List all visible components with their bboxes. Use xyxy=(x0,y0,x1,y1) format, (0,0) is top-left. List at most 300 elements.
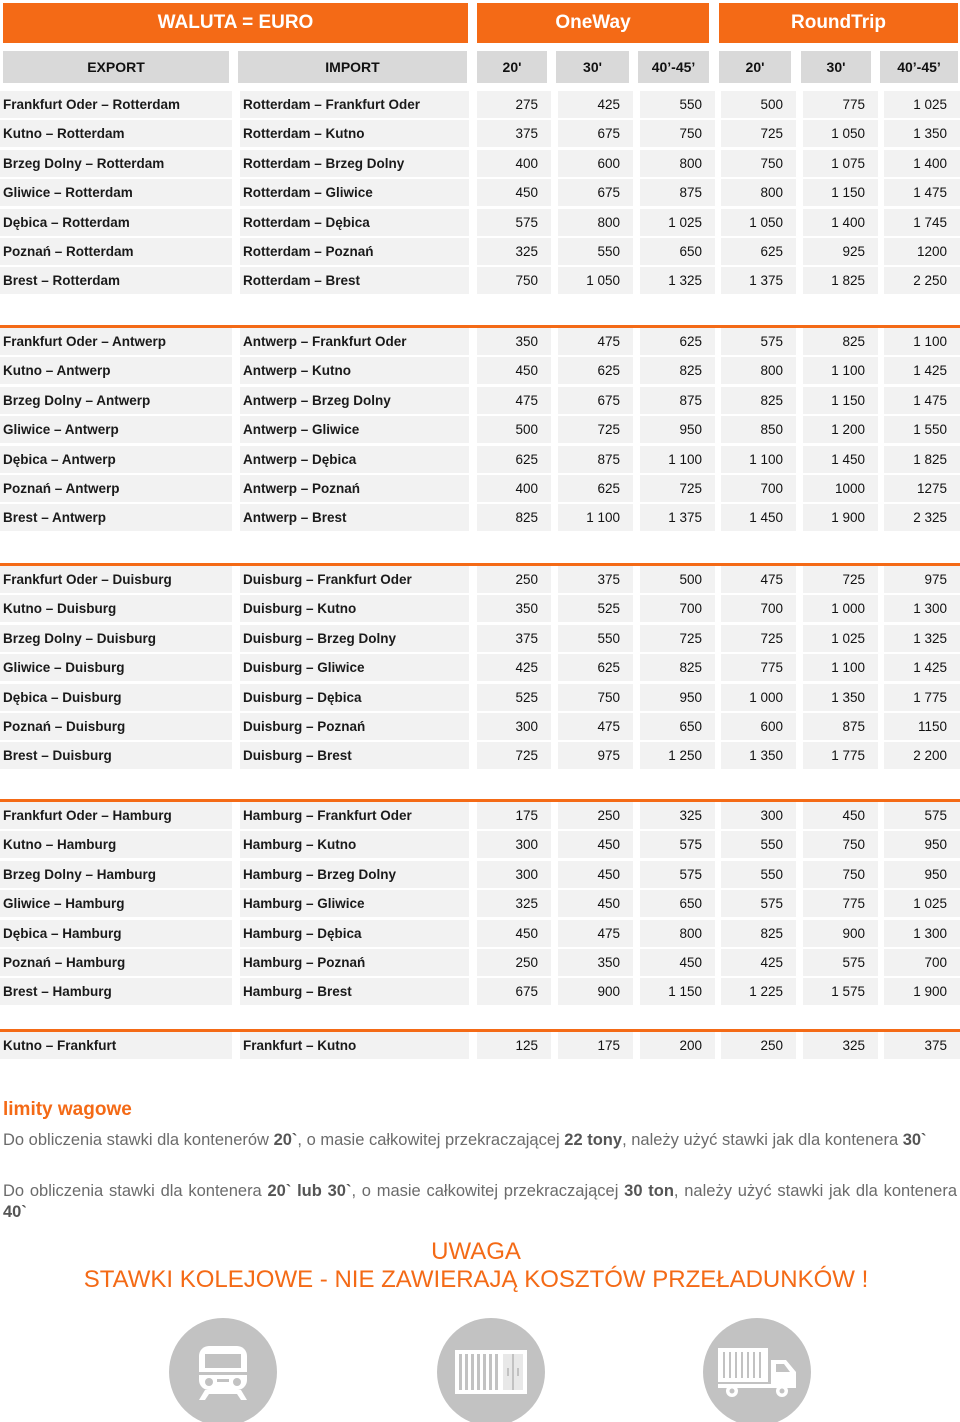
cell-oneway-40: 200 xyxy=(640,1032,715,1059)
table-row xyxy=(0,684,960,713)
cell-export-route: Dębica – Duisburg xyxy=(0,684,232,711)
cell-oneway-30: 625 xyxy=(558,357,633,384)
cell-export-route: Gliwice – Antwerp xyxy=(0,416,232,443)
cell-roundtrip-40: 1 900 xyxy=(884,978,960,1005)
col-roundtrip-20: 20' xyxy=(719,51,791,83)
cell-import-route: Duisburg – Brest xyxy=(240,742,469,769)
table-row xyxy=(0,150,960,179)
cell-oneway-20: 175 xyxy=(477,802,551,829)
cell-oneway-20: 275 xyxy=(477,91,551,118)
cell-oneway-30: 475 xyxy=(558,328,633,355)
cell-roundtrip-20: 550 xyxy=(721,831,796,858)
cell-import-route: Hamburg – Frankfurt Oder xyxy=(240,802,469,829)
cell-oneway-30: 625 xyxy=(558,654,633,681)
cell-oneway-30: 900 xyxy=(558,978,633,1005)
currency-label: WALUTA = EURO xyxy=(3,3,468,43)
cell-oneway-20: 375 xyxy=(477,120,551,147)
cell-oneway-40: 325 xyxy=(640,802,715,829)
cell-roundtrip-40: 1 300 xyxy=(884,595,960,622)
table-row xyxy=(0,742,960,771)
cell-roundtrip-20: 1 225 xyxy=(721,978,796,1005)
cell-roundtrip-40: 2 200 xyxy=(884,742,960,769)
cell-roundtrip-30: 1 350 xyxy=(803,684,878,711)
cell-roundtrip-30: 1 775 xyxy=(803,742,878,769)
route-group xyxy=(0,799,960,1009)
route-group xyxy=(0,1029,960,1062)
cell-oneway-20: 675 xyxy=(477,978,551,1005)
col-roundtrip-40: 40’-45’ xyxy=(880,51,958,83)
cell-import-route: Hamburg – Brest xyxy=(240,978,469,1005)
cell-import-route: Antwerp – Frankfurt Oder xyxy=(240,328,469,355)
cell-oneway-20: 525 xyxy=(477,684,551,711)
cell-oneway-30: 450 xyxy=(558,861,633,888)
cell-oneway-20: 625 xyxy=(477,446,551,473)
cell-import-route: Antwerp – Dębica xyxy=(240,446,469,473)
cell-roundtrip-20: 700 xyxy=(721,475,796,502)
cell-roundtrip-40: 1150 xyxy=(884,713,960,740)
cell-oneway-20: 400 xyxy=(477,150,551,177)
cell-oneway-20: 425 xyxy=(477,654,551,681)
cell-roundtrip-20: 700 xyxy=(721,595,796,622)
cell-roundtrip-20: 725 xyxy=(721,120,796,147)
table-row xyxy=(0,416,960,445)
roundtrip-header: RoundTrip xyxy=(719,3,958,43)
table-row xyxy=(0,625,960,654)
cell-import-route: Hamburg – Dębica xyxy=(240,920,469,947)
table-row xyxy=(0,890,960,919)
cell-oneway-30: 675 xyxy=(558,179,633,206)
col-export: EXPORT xyxy=(3,51,229,83)
cell-oneway-20: 350 xyxy=(477,328,551,355)
cell-export-route: Frankfurt Oder – Rotterdam xyxy=(0,91,232,118)
cell-export-route: Gliwice – Hamburg xyxy=(0,890,232,917)
cell-oneway-20: 375 xyxy=(477,625,551,652)
cell-oneway-30: 550 xyxy=(558,625,633,652)
table-row xyxy=(0,654,960,683)
cell-roundtrip-40: 1 025 xyxy=(884,890,960,917)
cell-roundtrip-30: 750 xyxy=(803,831,878,858)
cell-roundtrip-30: 1 825 xyxy=(803,267,878,294)
limits-p2-size-40: 40` xyxy=(3,1203,27,1221)
cell-roundtrip-20: 850 xyxy=(721,416,796,443)
cell-export-route: Brzeg Dolny – Duisburg xyxy=(0,625,232,652)
cell-export-route: Dębica – Antwerp xyxy=(0,446,232,473)
cell-import-route: Duisburg – Frankfurt Oder xyxy=(240,566,469,593)
cell-oneway-40: 575 xyxy=(640,831,715,858)
limits-paragraph-1 xyxy=(3,1130,957,1151)
cell-oneway-20: 250 xyxy=(477,949,551,976)
table-row xyxy=(0,475,960,504)
cell-oneway-40: 625 xyxy=(640,328,715,355)
cell-roundtrip-40: 575 xyxy=(884,802,960,829)
cell-oneway-20: 575 xyxy=(477,209,551,236)
cell-roundtrip-40: 1 400 xyxy=(884,150,960,177)
limits-p1-text-a: Do obliczenia stawki dla kontenerów xyxy=(3,1131,274,1149)
notice-title: UWAGA xyxy=(431,1238,521,1265)
cell-roundtrip-40: 1 475 xyxy=(884,179,960,206)
table-row xyxy=(0,978,960,1007)
cell-export-route: Kutno – Frankfurt xyxy=(0,1032,232,1059)
table-row xyxy=(0,387,960,416)
cell-oneway-40: 950 xyxy=(640,684,715,711)
cell-roundtrip-40: 1 775 xyxy=(884,684,960,711)
cell-oneway-30: 625 xyxy=(558,475,633,502)
cell-roundtrip-40: 2 325 xyxy=(884,504,960,531)
limits-p1-size-30: 30` xyxy=(902,1131,927,1149)
cell-roundtrip-20: 750 xyxy=(721,150,796,177)
cell-oneway-20: 300 xyxy=(477,831,551,858)
cell-roundtrip-40: 950 xyxy=(884,861,960,888)
cell-import-route: Hamburg – Kutno xyxy=(240,831,469,858)
cell-export-route: Brest – Antwerp xyxy=(0,504,232,531)
table-row xyxy=(0,91,960,120)
table-row xyxy=(0,328,960,357)
cell-import-route: Frankfurt – Kutno xyxy=(240,1032,469,1059)
cell-oneway-30: 550 xyxy=(558,238,633,265)
cell-oneway-30: 475 xyxy=(558,920,633,947)
cell-import-route: Rotterdam – Kutno xyxy=(240,120,469,147)
cell-oneway-30: 875 xyxy=(558,446,633,473)
cell-oneway-40: 500 xyxy=(640,566,715,593)
cell-oneway-20: 300 xyxy=(477,861,551,888)
limits-paragraph-2 xyxy=(3,1181,957,1223)
cell-import-route: Duisburg – Gliwice xyxy=(240,654,469,681)
cell-roundtrip-40: 1 550 xyxy=(884,416,960,443)
cell-roundtrip-30: 450 xyxy=(803,802,878,829)
cell-roundtrip-40: 1275 xyxy=(884,475,960,502)
cell-roundtrip-30: 1 000 xyxy=(803,595,878,622)
cell-oneway-30: 725 xyxy=(558,416,633,443)
cell-oneway-30: 750 xyxy=(558,684,633,711)
container-icon-badge xyxy=(437,1318,545,1422)
col-oneway-30: 30' xyxy=(556,51,629,83)
cell-roundtrip-20: 825 xyxy=(721,387,796,414)
cell-roundtrip-30: 1 075 xyxy=(803,150,878,177)
cell-import-route: Rotterdam – Poznań xyxy=(240,238,469,265)
cell-import-route: Antwerp – Brest xyxy=(240,504,469,531)
cell-roundtrip-30: 575 xyxy=(803,949,878,976)
cell-oneway-40: 825 xyxy=(640,654,715,681)
cell-oneway-20: 750 xyxy=(477,267,551,294)
cell-oneway-20: 475 xyxy=(477,387,551,414)
cell-oneway-40: 450 xyxy=(640,949,715,976)
limits-title: limity wagowe xyxy=(3,1099,132,1120)
cell-export-route: Brest – Rotterdam xyxy=(0,267,232,294)
cell-import-route: Rotterdam – Brzeg Dolny xyxy=(240,150,469,177)
cell-export-route: Brest – Duisburg xyxy=(0,742,232,769)
cell-roundtrip-40: 1200 xyxy=(884,238,960,265)
cell-roundtrip-20: 800 xyxy=(721,179,796,206)
currency-header-row xyxy=(0,3,960,43)
cell-import-route: Antwerp – Gliwice xyxy=(240,416,469,443)
cell-oneway-30: 350 xyxy=(558,949,633,976)
cell-roundtrip-30: 1 100 xyxy=(803,654,878,681)
cell-import-route: Antwerp – Kutno xyxy=(240,357,469,384)
cell-roundtrip-20: 500 xyxy=(721,91,796,118)
limits-p2-text-a: Do obliczenia stawki dla kontenera xyxy=(3,1182,268,1200)
cell-oneway-30: 1 050 xyxy=(558,267,633,294)
table-row xyxy=(0,861,960,890)
cell-roundtrip-30: 1 050 xyxy=(803,120,878,147)
cell-import-route: Antwerp – Brzeg Dolny xyxy=(240,387,469,414)
cell-oneway-40: 550 xyxy=(640,91,715,118)
cell-roundtrip-20: 575 xyxy=(721,890,796,917)
cell-roundtrip-40: 1 350 xyxy=(884,120,960,147)
table-row xyxy=(0,802,960,831)
cell-oneway-30: 475 xyxy=(558,713,633,740)
cell-oneway-40: 1 100 xyxy=(640,446,715,473)
table-row xyxy=(0,920,960,949)
cell-import-route: Duisburg – Dębica xyxy=(240,684,469,711)
cell-export-route: Poznań – Duisburg xyxy=(0,713,232,740)
limits-p2-sizes: 20` lub 30` xyxy=(267,1182,352,1200)
cell-roundtrip-30: 750 xyxy=(803,861,878,888)
cell-roundtrip-30: 325 xyxy=(803,1032,878,1059)
cell-roundtrip-20: 1 350 xyxy=(721,742,796,769)
cell-oneway-30: 975 xyxy=(558,742,633,769)
cell-roundtrip-20: 1 100 xyxy=(721,446,796,473)
cell-oneway-40: 725 xyxy=(640,625,715,652)
limits-p2-text-c: , o masie całkowitej przekraczającej xyxy=(351,1182,625,1200)
cell-roundtrip-40: 1 825 xyxy=(884,446,960,473)
cell-roundtrip-40: 2 250 xyxy=(884,267,960,294)
cell-oneway-40: 700 xyxy=(640,595,715,622)
cell-oneway-30: 175 xyxy=(558,1032,633,1059)
cell-export-route: Dębica – Rotterdam xyxy=(0,209,232,236)
limits-p2-text-e: , należy użyć stawki jak dla kontenera xyxy=(673,1182,957,1200)
table-row xyxy=(0,238,960,267)
cell-roundtrip-20: 725 xyxy=(721,625,796,652)
cell-roundtrip-30: 1 900 xyxy=(803,504,878,531)
table-row xyxy=(0,446,960,475)
cell-oneway-40: 800 xyxy=(640,920,715,947)
cell-oneway-40: 1 325 xyxy=(640,267,715,294)
cell-export-route: Poznań – Hamburg xyxy=(0,949,232,976)
cell-oneway-40: 750 xyxy=(640,120,715,147)
route-group xyxy=(0,88,960,298)
cell-roundtrip-20: 825 xyxy=(721,920,796,947)
cell-roundtrip-40: 1 025 xyxy=(884,91,960,118)
cell-oneway-20: 450 xyxy=(477,920,551,947)
cell-roundtrip-30: 900 xyxy=(803,920,878,947)
cell-roundtrip-40: 1 475 xyxy=(884,387,960,414)
col-roundtrip-30: 30' xyxy=(801,51,871,83)
cell-oneway-30: 450 xyxy=(558,831,633,858)
cell-oneway-40: 1 150 xyxy=(640,978,715,1005)
cell-export-route: Kutno – Duisburg xyxy=(0,595,232,622)
cell-oneway-40: 950 xyxy=(640,416,715,443)
cell-export-route: Kutno – Rotterdam xyxy=(0,120,232,147)
col-oneway-40: 40’-45’ xyxy=(638,51,709,83)
cell-oneway-20: 325 xyxy=(477,238,551,265)
cell-roundtrip-20: 575 xyxy=(721,328,796,355)
cell-roundtrip-40: 1 300 xyxy=(884,920,960,947)
cell-import-route: Rotterdam – Gliwice xyxy=(240,179,469,206)
cell-import-route: Hamburg – Brzeg Dolny xyxy=(240,861,469,888)
cell-oneway-40: 875 xyxy=(640,179,715,206)
cell-oneway-30: 450 xyxy=(558,890,633,917)
cell-roundtrip-30: 1 150 xyxy=(803,387,878,414)
cell-import-route: Duisburg – Poznań xyxy=(240,713,469,740)
cell-import-route: Duisburg – Brzeg Dolny xyxy=(240,625,469,652)
table-row xyxy=(0,357,960,386)
cell-roundtrip-30: 1 200 xyxy=(803,416,878,443)
cell-oneway-30: 375 xyxy=(558,566,633,593)
cell-roundtrip-20: 550 xyxy=(721,861,796,888)
cell-oneway-40: 650 xyxy=(640,713,715,740)
col-import: IMPORT xyxy=(238,51,467,83)
cell-roundtrip-40: 1 745 xyxy=(884,209,960,236)
cell-roundtrip-30: 1 575 xyxy=(803,978,878,1005)
cell-oneway-20: 725 xyxy=(477,742,551,769)
col-oneway-20: 20' xyxy=(477,51,547,83)
cell-oneway-30: 525 xyxy=(558,595,633,622)
table-row xyxy=(0,831,960,860)
table-row xyxy=(0,566,960,595)
cell-oneway-30: 675 xyxy=(558,120,633,147)
cell-export-route: Kutno – Hamburg xyxy=(0,831,232,858)
cell-oneway-30: 675 xyxy=(558,387,633,414)
cell-roundtrip-40: 950 xyxy=(884,831,960,858)
cell-oneway-40: 1 375 xyxy=(640,504,715,531)
cell-oneway-40: 875 xyxy=(640,387,715,414)
cell-oneway-40: 800 xyxy=(640,150,715,177)
cell-oneway-20: 450 xyxy=(477,357,551,384)
cell-oneway-20: 450 xyxy=(477,179,551,206)
train-icon xyxy=(191,1342,255,1402)
cell-roundtrip-40: 975 xyxy=(884,566,960,593)
cell-import-route: Antwerp – Poznań xyxy=(240,475,469,502)
cell-import-route: Hamburg – Poznań xyxy=(240,949,469,976)
cell-oneway-20: 400 xyxy=(477,475,551,502)
cell-export-route: Gliwice – Duisburg xyxy=(0,654,232,681)
table-row xyxy=(0,1032,960,1061)
cell-roundtrip-30: 925 xyxy=(803,238,878,265)
limits-p1-size-20: 20` xyxy=(273,1131,298,1149)
cell-roundtrip-20: 1 050 xyxy=(721,209,796,236)
cell-export-route: Frankfurt Oder – Hamburg xyxy=(0,802,232,829)
cell-export-route: Brzeg Dolny – Rotterdam xyxy=(0,150,232,177)
cell-roundtrip-30: 1 025 xyxy=(803,625,878,652)
cell-roundtrip-40: 1 425 xyxy=(884,654,960,681)
cell-import-route: Rotterdam – Frankfurt Oder xyxy=(240,91,469,118)
table-row xyxy=(0,504,960,533)
route-group xyxy=(0,563,960,773)
cell-roundtrip-20: 800 xyxy=(721,357,796,384)
cell-oneway-20: 825 xyxy=(477,504,551,531)
cell-export-route: Dębica – Hamburg xyxy=(0,920,232,947)
truck-icon-badge xyxy=(703,1318,811,1422)
cell-import-route: Hamburg – Gliwice xyxy=(240,890,469,917)
cell-oneway-40: 1 250 xyxy=(640,742,715,769)
cell-roundtrip-20: 600 xyxy=(721,713,796,740)
cell-import-route: Rotterdam – Dębica xyxy=(240,209,469,236)
cell-roundtrip-30: 775 xyxy=(803,91,878,118)
cell-oneway-20: 500 xyxy=(477,416,551,443)
table-row xyxy=(0,713,960,742)
cell-roundtrip-40: 1 100 xyxy=(884,328,960,355)
cell-export-route: Brzeg Dolny – Hamburg xyxy=(0,861,232,888)
cell-roundtrip-30: 1 100 xyxy=(803,357,878,384)
cell-roundtrip-30: 1 150 xyxy=(803,179,878,206)
cell-oneway-40: 575 xyxy=(640,861,715,888)
cell-export-route: Brest – Hamburg xyxy=(0,978,232,1005)
cell-roundtrip-20: 425 xyxy=(721,949,796,976)
oneway-header: OneWay xyxy=(477,3,709,43)
cell-roundtrip-30: 1 400 xyxy=(803,209,878,236)
cell-roundtrip-20: 300 xyxy=(721,802,796,829)
cell-export-route: Brzeg Dolny – Antwerp xyxy=(0,387,232,414)
cell-oneway-40: 650 xyxy=(640,238,715,265)
cell-roundtrip-30: 1000 xyxy=(803,475,878,502)
cell-roundtrip-30: 775 xyxy=(803,890,878,917)
cell-roundtrip-40: 375 xyxy=(884,1032,960,1059)
table-row xyxy=(0,595,960,624)
cell-roundtrip-30: 725 xyxy=(803,566,878,593)
cell-export-route: Kutno – Antwerp xyxy=(0,357,232,384)
cell-roundtrip-30: 1 450 xyxy=(803,446,878,473)
cell-import-route: Rotterdam – Brest xyxy=(240,267,469,294)
cell-oneway-40: 650 xyxy=(640,890,715,917)
notice-text: STAWKI KOLEJOWE - NIE ZAWIERAJĄ KOSZTÓW PRZEŁADUNKÓW ! xyxy=(83,1266,869,1293)
cell-export-route: Gliwice – Rotterdam xyxy=(0,179,232,206)
cell-oneway-40: 725 xyxy=(640,475,715,502)
limits-p2-weight: 30 ton xyxy=(624,1182,674,1200)
cell-export-route: Frankfurt Oder – Antwerp xyxy=(0,328,232,355)
cell-export-route: Poznań – Rotterdam xyxy=(0,238,232,265)
cell-oneway-40: 825 xyxy=(640,357,715,384)
cell-roundtrip-30: 825 xyxy=(803,328,878,355)
cell-export-route: Frankfurt Oder – Duisburg xyxy=(0,566,232,593)
cell-roundtrip-20: 1 375 xyxy=(721,267,796,294)
cell-oneway-20: 250 xyxy=(477,566,551,593)
table-row xyxy=(0,267,960,296)
table-row xyxy=(0,179,960,208)
cell-oneway-30: 800 xyxy=(558,209,633,236)
cell-roundtrip-20: 250 xyxy=(721,1032,796,1059)
cell-oneway-20: 350 xyxy=(477,595,551,622)
limits-p1-text-c: , o masie całkowitej przekraczającej xyxy=(297,1131,565,1149)
cell-oneway-30: 1 100 xyxy=(558,504,633,531)
cell-oneway-20: 325 xyxy=(477,890,551,917)
limits-p1-text-e: , należy użyć stawki jak dla kontenera xyxy=(622,1131,903,1149)
cell-roundtrip-20: 1 450 xyxy=(721,504,796,531)
container-icon xyxy=(453,1346,529,1398)
cell-oneway-20: 300 xyxy=(477,713,551,740)
cell-import-route: Duisburg – Kutno xyxy=(240,595,469,622)
column-header-row xyxy=(0,51,960,83)
cell-roundtrip-30: 875 xyxy=(803,713,878,740)
table-row xyxy=(0,209,960,238)
table-row xyxy=(0,120,960,149)
limits-p1-weight: 22 tony xyxy=(564,1131,623,1149)
cell-roundtrip-20: 775 xyxy=(721,654,796,681)
cell-oneway-30: 425 xyxy=(558,91,633,118)
route-group xyxy=(0,325,960,535)
cell-roundtrip-20: 625 xyxy=(721,238,796,265)
table-row xyxy=(0,949,960,978)
cell-roundtrip-20: 475 xyxy=(721,566,796,593)
cell-roundtrip-20: 1 000 xyxy=(721,684,796,711)
cell-oneway-30: 600 xyxy=(558,150,633,177)
truck-icon xyxy=(716,1344,798,1400)
cell-roundtrip-40: 1 325 xyxy=(884,625,960,652)
cell-oneway-20: 125 xyxy=(477,1032,551,1059)
cell-roundtrip-40: 1 425 xyxy=(884,357,960,384)
cell-roundtrip-40: 700 xyxy=(884,949,960,976)
cell-oneway-30: 250 xyxy=(558,802,633,829)
cell-export-route: Poznań – Antwerp xyxy=(0,475,232,502)
